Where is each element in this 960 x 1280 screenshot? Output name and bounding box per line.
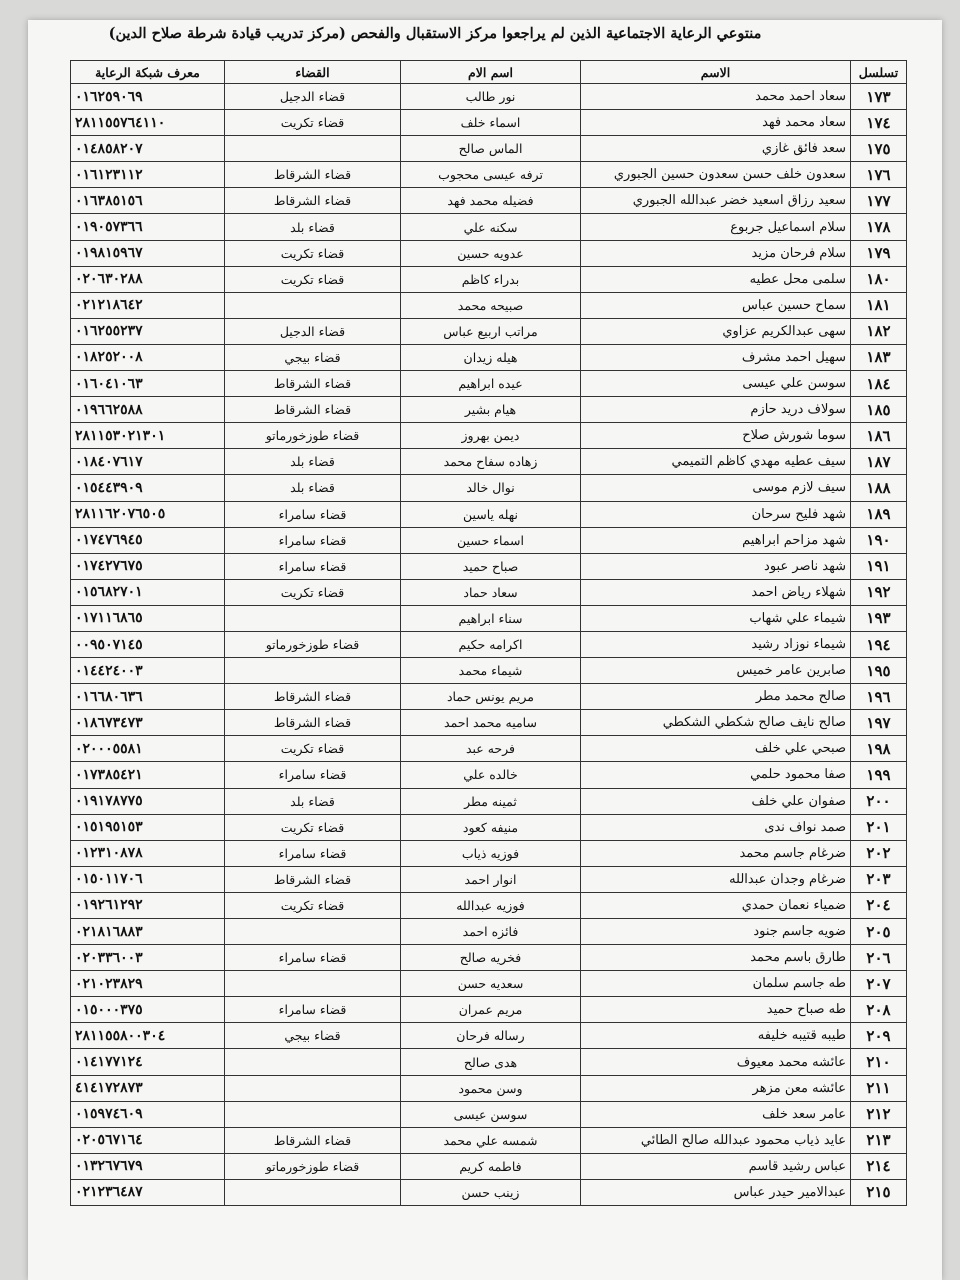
- row-serial: ١٩٦: [851, 684, 907, 710]
- row-district: [225, 658, 401, 684]
- row-serial: ١٨٩: [851, 501, 907, 527]
- row-network-id: ٠١٥١٩٥١٥٣: [71, 814, 225, 840]
- table-header-row: [71, 61, 907, 84]
- row-network-id: ٠١٦١٢٣١١٢: [71, 162, 225, 188]
- row-network-id: ٠١٥٠١١٧٠٦: [71, 866, 225, 892]
- row-serial: ٢٠٦: [851, 945, 907, 971]
- row-district: [225, 919, 401, 945]
- row-name: طارق باسم محمد: [581, 945, 851, 971]
- row-network-id: ٠١٥٠٠٠٣٧٥: [71, 997, 225, 1023]
- row-mother-name: مراتب اربيع عباس: [401, 318, 581, 344]
- row-district: قضاء الشرقاط: [225, 371, 401, 397]
- table-row: [71, 423, 907, 449]
- row-name: طيبه قتيبه خليفه: [581, 1023, 851, 1049]
- row-mother-name: فائزه احمد: [401, 919, 581, 945]
- header-district: القضاء: [225, 61, 401, 84]
- row-network-id: ٠١٨٢٥٢٠٠٨: [71, 344, 225, 370]
- row-mother-name: رساله فرحان: [401, 1023, 581, 1049]
- beneficiaries-table: [70, 60, 907, 1206]
- row-network-id: ٠١٦٢٥٥٢٣٧: [71, 318, 225, 344]
- table-row: [71, 371, 907, 397]
- row-network-id: ٠٢٠٣٣٦٠٠٣: [71, 945, 225, 971]
- row-network-id: ٠٢١٠٢٣٨٢٩: [71, 971, 225, 997]
- row-network-id: ٢٨١١٥٥٨٠٠٣٠٤: [71, 1023, 225, 1049]
- row-name: صفوان علي خلف: [581, 788, 851, 814]
- table-row: [71, 736, 907, 762]
- row-mother-name: هيله زيدان: [401, 344, 581, 370]
- row-district: قضاء الشرقاط: [225, 710, 401, 736]
- row-name: سوسن علي عيسى: [581, 371, 851, 397]
- row-mother-name: سوسن عيسى: [401, 1101, 581, 1127]
- row-serial: ١٩٨: [851, 736, 907, 762]
- row-network-id: ٠١٧٤٢٧٦٧٥: [71, 553, 225, 579]
- row-mother-name: فاطمه كريم: [401, 1153, 581, 1179]
- row-serial: ١٨٦: [851, 423, 907, 449]
- row-name: شهد ناصر عبود: [581, 553, 851, 579]
- row-district: قضاء سامراء: [225, 945, 401, 971]
- row-name: طه صباح حميد: [581, 997, 851, 1023]
- row-network-id: ٠٢٠٥٦٧١٦٤: [71, 1127, 225, 1153]
- table-row: [71, 84, 907, 110]
- row-network-id: ٠١٣٢٦٧٦٧٩: [71, 1153, 225, 1179]
- row-serial: ١٨٨: [851, 475, 907, 501]
- row-serial: ١٩٩: [851, 762, 907, 788]
- row-serial: ٢١٢: [851, 1101, 907, 1127]
- table-row: [71, 814, 907, 840]
- row-name: ضرغام وجدان عبدالله: [581, 866, 851, 892]
- row-district: [225, 136, 401, 162]
- table-row: [71, 110, 907, 136]
- row-network-id: ٠٢١٨١٦٨٨٣: [71, 919, 225, 945]
- row-name: سيف لازم موسى: [581, 475, 851, 501]
- row-district: قضاء الشرقاط: [225, 162, 401, 188]
- row-district: قضاء بلد: [225, 214, 401, 240]
- row-network-id: ٠١٧٣٨٥٤٢١: [71, 762, 225, 788]
- header-serial: تسلسل: [851, 61, 907, 84]
- table-row: [71, 214, 907, 240]
- row-mother-name: نوال خالد: [401, 475, 581, 501]
- row-name: سعيد رزاق اسعيد خضر عبدالله الجبوري: [581, 188, 851, 214]
- row-mother-name: سكنه علي: [401, 214, 581, 240]
- row-serial: ١٨٧: [851, 449, 907, 475]
- row-district: قضاء بلد: [225, 788, 401, 814]
- table-row: [71, 240, 907, 266]
- row-mother-name: الماس صالح: [401, 136, 581, 162]
- row-serial: ١٨٠: [851, 266, 907, 292]
- row-mother-name: صبيحه محمد: [401, 292, 581, 318]
- header-name: الاسم: [581, 61, 851, 84]
- row-mother-name: فوزيه ذياب: [401, 840, 581, 866]
- row-name: طه جاسم سلمان: [581, 971, 851, 997]
- table-row: [71, 1049, 907, 1075]
- row-name: عامر سعد خلف: [581, 1101, 851, 1127]
- row-network-id: ٠١٨٤٠٧٦١٧: [71, 449, 225, 475]
- row-name: عائشه محمد معيوف: [581, 1049, 851, 1075]
- table-row: [71, 919, 907, 945]
- row-district: قضاء بيجي: [225, 344, 401, 370]
- row-mother-name: سناء ابراهيم: [401, 605, 581, 631]
- row-district: قضاء تكريت: [225, 736, 401, 762]
- row-mother-name: زينب حسن: [401, 1179, 581, 1205]
- row-serial: ٢٠٠: [851, 788, 907, 814]
- row-mother-name: شيماء محمد: [401, 658, 581, 684]
- row-serial: ٢٠٣: [851, 866, 907, 892]
- table-row: [71, 579, 907, 605]
- row-serial: ١٧٥: [851, 136, 907, 162]
- row-name: سهى عبدالكريم عزاوي: [581, 318, 851, 344]
- row-mother-name: ساميه محمد احمد: [401, 710, 581, 736]
- row-serial: ١٨٥: [851, 397, 907, 423]
- row-network-id: ٠١٤١٧٧١٢٤: [71, 1049, 225, 1075]
- table-row: [71, 501, 907, 527]
- row-network-id: ٠١٧٤٧٦٩٤٥: [71, 527, 225, 553]
- row-district: قضاء سامراء: [225, 527, 401, 553]
- row-district: قضاء الشرقاط: [225, 684, 401, 710]
- row-serial: ٢١٠: [851, 1049, 907, 1075]
- row-name: سيف عطيه مهدي كاظم التميمي: [581, 449, 851, 475]
- row-network-id: ٠١٧١١٦٨٦٥: [71, 605, 225, 631]
- row-network-id: ٠١٦٠٤١٠٦٣: [71, 371, 225, 397]
- table-row: [71, 266, 907, 292]
- row-mother-name: سعديه حسن: [401, 971, 581, 997]
- row-district: قضاء الدجيل: [225, 318, 401, 344]
- row-serial: ٢١٥: [851, 1179, 907, 1205]
- row-district: [225, 1049, 401, 1075]
- row-name: سعاد محمد فهد: [581, 110, 851, 136]
- row-name: سعاد احمد محمد: [581, 84, 851, 110]
- row-district: [225, 1179, 401, 1205]
- row-district: قضاء سامراء: [225, 553, 401, 579]
- row-name: سعدون خلف حسن سعدون حسين الجبوري: [581, 162, 851, 188]
- row-district: قضاء الشرقاط: [225, 1127, 401, 1153]
- row-district: قضاء سامراء: [225, 501, 401, 527]
- row-serial: ١٧٧: [851, 188, 907, 214]
- row-district: قضاء سامراء: [225, 762, 401, 788]
- row-mother-name: بدراء كاظم: [401, 266, 581, 292]
- table-row: [71, 1127, 907, 1153]
- table-row: [71, 684, 907, 710]
- row-network-id: ٠١٩٢٦١٢٩٢: [71, 892, 225, 918]
- row-name: سلام فرحان مزيد: [581, 240, 851, 266]
- table-row: [71, 762, 907, 788]
- row-network-id: ٠١٦٦٨٠٦٣٦: [71, 684, 225, 710]
- row-serial: ١٧٨: [851, 214, 907, 240]
- row-mother-name: سعاد حماد: [401, 579, 581, 605]
- table-row: [71, 971, 907, 997]
- row-network-id: ٠١٦٢٥٩٠٦٩: [71, 84, 225, 110]
- row-name: ضرغام جاسم محمد: [581, 840, 851, 866]
- row-name: سلمى محل عطيه: [581, 266, 851, 292]
- row-serial: ١٩٠: [851, 527, 907, 553]
- row-serial: ١٨١: [851, 292, 907, 318]
- row-district: [225, 605, 401, 631]
- row-district: قضاء تكريت: [225, 579, 401, 605]
- row-name: سولاف دريد حازم: [581, 397, 851, 423]
- table-row: [71, 866, 907, 892]
- row-name: صفا محمود حلمي: [581, 762, 851, 788]
- row-network-id: ٠١٥٦٨٢٧٠١: [71, 579, 225, 605]
- row-name: شهد فليح سرحان: [581, 501, 851, 527]
- table-row: [71, 553, 907, 579]
- row-district: قضاء طوزخورماتو: [225, 1153, 401, 1179]
- row-name: سهيل احمد مشرف: [581, 344, 851, 370]
- row-serial: ١٩٥: [851, 658, 907, 684]
- row-serial: ١٩٧: [851, 710, 907, 736]
- row-name: صالح نايف صالح شكطي الشكطي: [581, 710, 851, 736]
- row-mother-name: فوزيه عبدالله: [401, 892, 581, 918]
- table-body: [71, 84, 907, 1206]
- table-row: [71, 449, 907, 475]
- table-row: [71, 710, 907, 736]
- row-name: شيماء نوزاد رشيد: [581, 631, 851, 657]
- row-mother-name: فخريه صالح: [401, 945, 581, 971]
- row-mother-name: زهاده سفاح محمد: [401, 449, 581, 475]
- table-row: [71, 162, 907, 188]
- table-row: [71, 840, 907, 866]
- row-district: قضاء بلد: [225, 475, 401, 501]
- row-mother-name: هيام بشير: [401, 397, 581, 423]
- row-network-id: ٠١٢٣١٠٨٧٨: [71, 840, 225, 866]
- row-district: قضاء طوزخورماتو: [225, 423, 401, 449]
- row-serial: ٢٠٩: [851, 1023, 907, 1049]
- header-mother: اسم الام: [401, 61, 581, 84]
- row-district: قضاء الدجيل: [225, 84, 401, 110]
- table-row: [71, 605, 907, 631]
- row-mother-name: عيده ابراهيم: [401, 371, 581, 397]
- row-network-id: ٠٢١٢١٨٦٤٢: [71, 292, 225, 318]
- row-district: قضاء تكريت: [225, 266, 401, 292]
- table-row: [71, 1023, 907, 1049]
- row-mother-name: خالده علي: [401, 762, 581, 788]
- row-district: [225, 1075, 401, 1101]
- row-name: شهد مزاحم ابراهيم: [581, 527, 851, 553]
- row-district: قضاء سامراء: [225, 840, 401, 866]
- row-mother-name: انوار احمد: [401, 866, 581, 892]
- row-name: عبدالامير حيدر عباس: [581, 1179, 851, 1205]
- table-row: [71, 1101, 907, 1127]
- table-row: [71, 292, 907, 318]
- row-network-id: ٠١٩٠٥٧٣٦٦: [71, 214, 225, 240]
- row-network-id: ٠١٤٤٢٤٠٠٣: [71, 658, 225, 684]
- row-mother-name: شمسه علي محمد: [401, 1127, 581, 1153]
- table-row: [71, 1179, 907, 1205]
- row-district: قضاء تكريت: [225, 240, 401, 266]
- row-network-id: ٠١٨٦٧٣٤٧٣: [71, 710, 225, 736]
- row-mother-name: وسن محمود: [401, 1075, 581, 1101]
- row-mother-name: اسماء حسين: [401, 527, 581, 553]
- row-district: [225, 1101, 401, 1127]
- row-name: صبحي علي خلف: [581, 736, 851, 762]
- row-name: ضويه جاسم جنود: [581, 919, 851, 945]
- table-row: [71, 1075, 907, 1101]
- row-serial: ١٨٣: [851, 344, 907, 370]
- row-name: صمد نواف ندى: [581, 814, 851, 840]
- row-name: سلام اسماعيل جربوع: [581, 214, 851, 240]
- row-district: قضاء الشرقاط: [225, 188, 401, 214]
- table-row: [71, 788, 907, 814]
- row-name: عباس رشيد قاسم: [581, 1153, 851, 1179]
- table-row: [71, 527, 907, 553]
- row-district: قضاء تكريت: [225, 110, 401, 136]
- row-serial: ٢٠٤: [851, 892, 907, 918]
- row-serial: ١٩٣: [851, 605, 907, 631]
- row-district: قضاء الشرقاط: [225, 397, 401, 423]
- row-mother-name: نهله ياسين: [401, 501, 581, 527]
- row-serial: ١٨٤: [851, 371, 907, 397]
- row-serial: ١٩٤: [851, 631, 907, 657]
- row-mother-name: نور طالب: [401, 84, 581, 110]
- row-network-id: ٠٢٠٠٠٥٥٨١: [71, 736, 225, 762]
- row-mother-name: صباح حميد: [401, 553, 581, 579]
- row-name: سماح حسين عباس: [581, 292, 851, 318]
- row-district: قضاء بيجي: [225, 1023, 401, 1049]
- table-row: [71, 136, 907, 162]
- row-name: شهلاء رياض احمد: [581, 579, 851, 605]
- row-mother-name: اكرامه حكيم: [401, 631, 581, 657]
- table-row: [71, 397, 907, 423]
- table-row: [71, 318, 907, 344]
- row-mother-name: منيفه كعود: [401, 814, 581, 840]
- row-mother-name: مريم يونس حماد: [401, 684, 581, 710]
- table-row: [71, 1153, 907, 1179]
- row-name: صالح محمد مطر: [581, 684, 851, 710]
- page-title: منتوعي الرعاية الاجتماعية الذين لم يراجعوا مركز الاستقبال والفحص (مركز تدريب قيادة شرطة صلاح الدين): [108, 25, 762, 42]
- row-network-id: ٠٢١٢٣٦٤٨٧: [71, 1179, 225, 1205]
- table-row: [71, 475, 907, 501]
- row-mother-name: ديمن بهروز: [401, 423, 581, 449]
- row-serial: ١٧٤: [851, 110, 907, 136]
- row-serial: ٢١٤: [851, 1153, 907, 1179]
- row-serial: ١٧٣: [851, 84, 907, 110]
- row-network-id: ٢٨١١٦٢٠٧٦٥٠٥: [71, 501, 225, 527]
- table-row: [71, 631, 907, 657]
- row-serial: ٢١١: [851, 1075, 907, 1101]
- row-serial: ١٧٦: [851, 162, 907, 188]
- table-row: [71, 945, 907, 971]
- row-serial: ٢٠٧: [851, 971, 907, 997]
- row-serial: ١٩١: [851, 553, 907, 579]
- row-network-id: ٢٨١١٥٣٠٢١٣٠١: [71, 423, 225, 449]
- table-row: [71, 344, 907, 370]
- row-network-id: ٤١٤١٧٢٨٧٣: [71, 1075, 225, 1101]
- row-mother-name: اسماء خلف: [401, 110, 581, 136]
- row-serial: ١٩٢: [851, 579, 907, 605]
- row-mother-name: مريم عمران: [401, 997, 581, 1023]
- row-mother-name: هدى صالح: [401, 1049, 581, 1075]
- row-name: سعد فائق غازي: [581, 136, 851, 162]
- row-mother-name: ترفه عيسى محجوب: [401, 162, 581, 188]
- row-name: عائشه معن مزهر: [581, 1075, 851, 1101]
- row-district: قضاء سامراء: [225, 997, 401, 1023]
- row-district: قضاء تكريت: [225, 892, 401, 918]
- row-serial: ٢٠٨: [851, 997, 907, 1023]
- row-network-id: ٠١٩٨١٥٩٦٧: [71, 240, 225, 266]
- row-network-id: ٠١٥٤٤٣٩٠٩: [71, 475, 225, 501]
- row-name: سوما شورش صلاح: [581, 423, 851, 449]
- row-network-id: ٢٨١١٥٥٧٦٤١١٠: [71, 110, 225, 136]
- header-network-id: معرف شبكة الرعاية: [71, 61, 225, 84]
- row-name: عايد ذياب محمود عبدالله صالح الطائي: [581, 1127, 851, 1153]
- row-serial: ٢١٣: [851, 1127, 907, 1153]
- row-network-id: ٠٢٠٦٣٠٢٨٨: [71, 266, 225, 292]
- row-district: [225, 971, 401, 997]
- table-row: [71, 892, 907, 918]
- row-serial: ١٨٢: [851, 318, 907, 344]
- row-district: قضاء طوزخورماتو: [225, 631, 401, 657]
- row-district: قضاء تكريت: [225, 814, 401, 840]
- row-network-id: ٠١٤٨٥٨٢٠٧: [71, 136, 225, 162]
- row-serial: ٢٠٥: [851, 919, 907, 945]
- row-serial: ١٧٩: [851, 240, 907, 266]
- row-serial: ٢٠٢: [851, 840, 907, 866]
- row-network-id: ٠٠٩٥٠٧١٤٥: [71, 631, 225, 657]
- row-name: شيماء علي شهاب: [581, 605, 851, 631]
- row-district: قضاء الشرقاط: [225, 866, 401, 892]
- row-name: صابرين عامر خميس: [581, 658, 851, 684]
- table-row: [71, 188, 907, 214]
- row-network-id: ٠١٩١٧٨٧٧٥: [71, 788, 225, 814]
- table-row: [71, 658, 907, 684]
- row-network-id: ٠١٩٦٦٢٥٨٨: [71, 397, 225, 423]
- row-mother-name: فضيله محمد فهد: [401, 188, 581, 214]
- row-mother-name: عدويه حسين: [401, 240, 581, 266]
- table-row: [71, 997, 907, 1023]
- row-mother-name: فرحه عبد: [401, 736, 581, 762]
- row-district: [225, 292, 401, 318]
- row-network-id: ٠١٥٩٧٤٦٠٩: [71, 1101, 225, 1127]
- row-district: قضاء بلد: [225, 449, 401, 475]
- row-name: ضمياء نعمان حمدي: [581, 892, 851, 918]
- row-mother-name: ثمينه مطر: [401, 788, 581, 814]
- row-serial: ٢٠١: [851, 814, 907, 840]
- row-network-id: ٠١٦٣٨٥١٥٦: [71, 188, 225, 214]
